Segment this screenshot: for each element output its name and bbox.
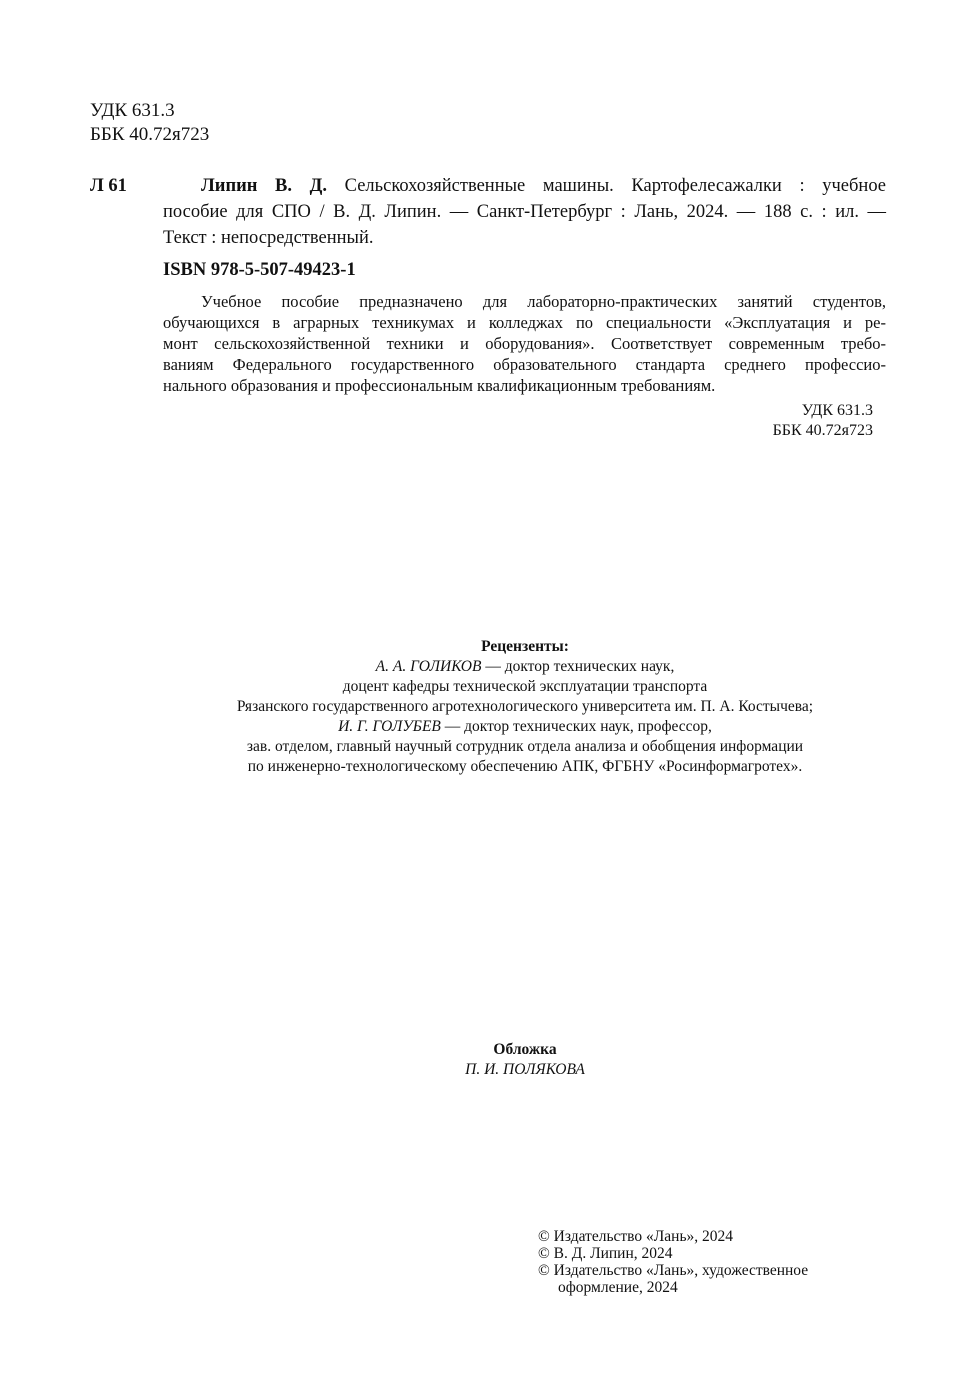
copyright-line: © Издательство «Лань», художественное (538, 1262, 809, 1279)
reviewer-line: зав. отделом, главный научный сотрудник отдела анализа и обобщения информации (246, 738, 804, 755)
udk-code-right: УДК 631.3 (801, 402, 873, 419)
reviewer-line: по инженерно-технологическому обеспечению АПК, ФГБНУ «Росинформагротех». (247, 758, 803, 775)
reviewer-title: — доктор технических наук, профессор, (440, 718, 712, 735)
copyright-line: оформление, 2024 (558, 1279, 678, 1296)
cover-artist: П. И. ПОЛЯКОВА (465, 1061, 585, 1078)
catalog-card-line: пособие для СПО / В. Д. Липин. — Санкт-Петербург : Лань, 2024. — 188 с. : ил. — (163, 202, 886, 222)
author-name: Липин В. Д. (201, 176, 328, 196)
copyright-line: © Издательство «Лань», 2024 (538, 1228, 734, 1245)
reviewer-title: — доктор технических наук, (481, 658, 675, 675)
copyright-block (538, 1228, 808, 1296)
reviewer-name: И. Г. ГОЛУБЕВ (338, 718, 441, 735)
reviewers-heading: Рецензенты: (481, 638, 569, 655)
udk-code: УДК 631.3 (90, 100, 175, 121)
bbk-code: ББК 40.72я723 (90, 124, 210, 145)
reviewer-line (90, 657, 960, 677)
reviewers-block (90, 637, 960, 777)
author-mark: Л 61 (90, 176, 127, 196)
catalog-card-line: Текст : непосредственный. (163, 228, 374, 248)
reviewer-line: Рязанского государственного агротехнологического университета им. П. А. Костычева; (236, 698, 814, 715)
copyright-line: © В. Д. Липин, 2024 (538, 1245, 673, 1262)
annotation (163, 291, 886, 396)
title-text: Сельскохозяйственные машины. Картофелесажалки : учебное (344, 176, 887, 196)
catalog-card (163, 173, 886, 251)
cover-credit (90, 1040, 960, 1080)
isbn: ISBN 978-5-507-49423-1 (163, 260, 356, 280)
reviewer-name: А. А. ГОЛИКОВ (375, 658, 482, 675)
annotation-line: обучающихся в аграрных техникумах и колледжах по специальности «Эксплуатация и ре- (163, 313, 886, 332)
bbk-code-right: ББК 40.72я723 (772, 422, 873, 439)
annotation-line: монт сельскохозяйственной техники и оборудования». Соответствует современным требо- (163, 334, 886, 353)
catalog-card-line (163, 173, 886, 199)
reviewer-line: доцент кафедры технической эксплуатации транспорта (342, 678, 708, 695)
annotation-line: нального образования и профессиональным квалификационным требованиям. (163, 376, 716, 395)
reviewer-line (90, 717, 960, 737)
annotation-line: Учебное пособие предназначено для лабораторно-практических занятий студентов, (201, 292, 886, 311)
annotation-line: ваниям Федерального государственного образовательного стандарта среднего профессио- (163, 355, 886, 374)
cover-heading: Обложка (493, 1041, 557, 1058)
